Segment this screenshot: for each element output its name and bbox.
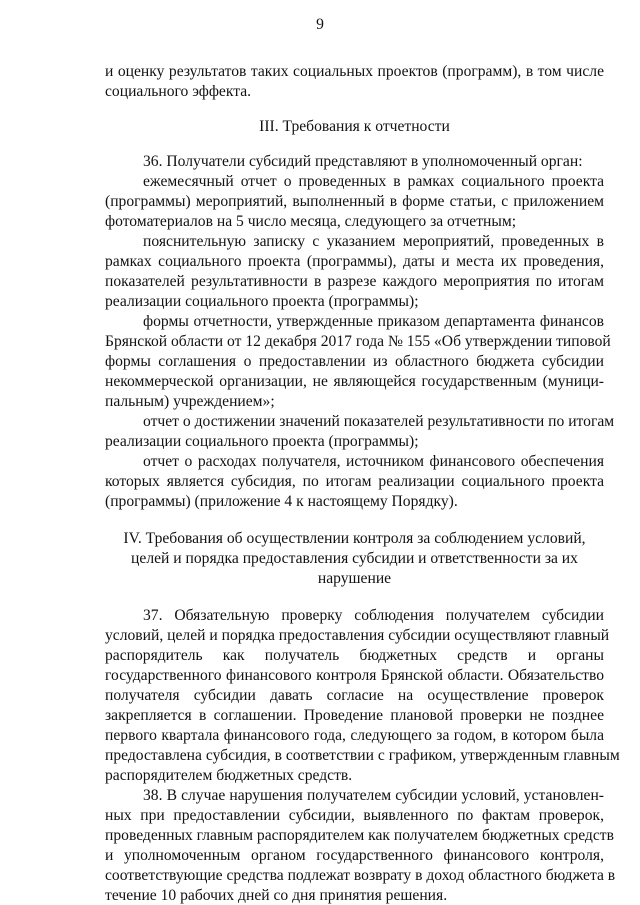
- text-line: формы соглашения о предоставлении из областного бюджета субсидии: [105, 353, 604, 370]
- section-heading: III. Требования к отчетности: [259, 118, 450, 135]
- text-line: предоставлена субсидия, в соответствии с графиком, утвержденным главным: [105, 747, 620, 764]
- page-number: 9: [316, 16, 324, 33]
- text-line: государственного финансового контроля Брянской области. Обязательство: [105, 667, 604, 684]
- text-line: (программы) (приложение 4 к настоящему Порядку).: [105, 493, 458, 510]
- text-line: 38. В случае нарушения получателем субсидии условий, установлен-: [143, 787, 604, 804]
- text-line: фотоматериалов на 5 число месяца, следующего за отчетным;: [105, 213, 517, 230]
- text-line: показателей результативности в разрезе каждого мероприятия по итогам: [105, 273, 604, 290]
- text-line: социального эффекта.: [105, 83, 252, 100]
- text-line: Брянской области от 12 декабря 2017 года № 155 «Об утверждении типовой: [105, 333, 611, 350]
- text-line: пояснительную записку с указанием мероприятий, проведенных в: [143, 233, 604, 250]
- text-line: проведенных главным распорядителем как получателем бюджетных средств: [105, 827, 614, 844]
- text-line: 37. Обязательную проверку соблюдения получателем субсидии: [143, 607, 604, 624]
- text-line: формы отчетности, утвержденные приказом департамента финансов: [143, 313, 604, 330]
- text-line: течение 10 рабочих дней со дня принятия решения.: [105, 887, 448, 904]
- text-line: отчет о достижении значений показателей результативности по итогам: [143, 413, 615, 430]
- text-line: 36. Получатели субсидий представляют в уполномоченный орган:: [143, 153, 583, 170]
- text-line: распорядитель как получатель бюджетных средств и органы: [105, 647, 604, 664]
- text-line: некоммерческой организации, не являющейся государственным (муници-: [105, 373, 604, 390]
- text-line: получателя субсидии давать согласие на осуществление проверок: [105, 687, 604, 704]
- section-heading: IV. Требования об осуществлении контроля за соблюдением условий,: [123, 530, 586, 547]
- section-heading: нарушение: [317, 570, 392, 587]
- text-line: ных при предоставлении субсидии, выявленного по фактам проверок,: [105, 807, 604, 824]
- text-line: и оценку результатов таких социальных проектов (программ), в том числе: [105, 63, 604, 80]
- text-line: отчет о расходах получателя, источником финансового обеспечения: [143, 453, 604, 470]
- text-line: условий, целей и порядка предоставления субсидии осуществляют главный: [105, 627, 610, 644]
- text-line: ежемесячный отчет о проведенных в рамках социального проекта: [143, 173, 604, 190]
- section-heading: целей и порядка предоставления субсидии и ответственности за их: [131, 550, 578, 567]
- text-line: которых является субсидия, по итогам реализации социального проекта: [105, 473, 604, 490]
- text-line: реализации социального проекта (программы);: [105, 293, 419, 310]
- text-line: распорядителем бюджетных средств.: [105, 767, 353, 784]
- text-line: первого квартала финансового года, следующего за годом, в котором была: [105, 727, 604, 744]
- text-line: закрепляется в соглашении. Проведение плановой проверки не позднее: [105, 707, 604, 724]
- text-line: и уполномоченным органом государственного финансового контроля,: [105, 847, 604, 864]
- text-line: соответствующие средства подлежат возврату в доход областного бюджета в: [105, 867, 616, 884]
- text-line: (программы) мероприятий, выполненный в форме статьи, с приложением: [105, 193, 604, 210]
- text-line: рамках социального проекта (программы), даты и места их проведения,: [105, 253, 604, 270]
- text-line: пальным) учреждением»;: [105, 393, 275, 410]
- text-line: реализации социального проекта (программы);: [105, 433, 419, 450]
